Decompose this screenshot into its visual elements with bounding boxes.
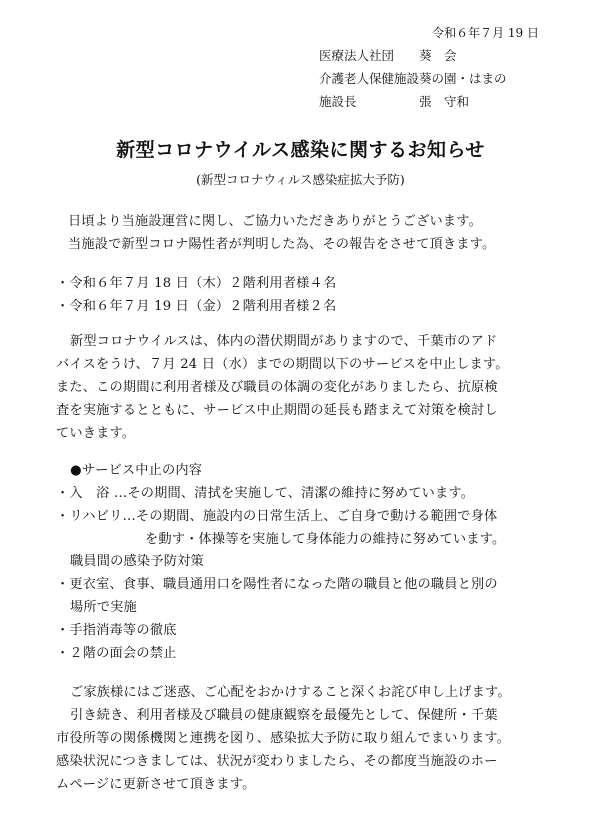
services-heading: ●サービス中止の内容	[70, 463, 203, 478]
greeting-line: 当施設で新型コロナ陽性者が判明した為、その報告をさせて頂きます。	[68, 237, 496, 252]
staff-item: ・２階の面会の禁止	[56, 646, 177, 661]
case-item: ・令和６年７月 18 日（木）２階利用者様４名	[56, 276, 337, 291]
closing-line: 引き続き、利用者様及び職員の健康観察を最優先として、保健所・千葉	[70, 708, 498, 723]
paragraph-line: バイスをうけ、７月 24 日（水）までの期間以下のサービスを中止します。	[56, 357, 509, 372]
document-date: 令和６年７月 19 日	[432, 26, 539, 40]
case-item: ・令和６年７月 19 日（金）２階利用者様２名	[56, 299, 337, 314]
closing-line: 感染状況につきましては、状況が変わりましたら、その都度当施設のホー	[56, 754, 498, 769]
service-item-bath: ・入 浴 …その期間、清拭を実施して、清潔の維持に努めています。	[56, 486, 475, 501]
staff-item: ・手指消毒等の徹底	[56, 623, 177, 638]
closing-line: ムページに更新させて頂きます。	[56, 777, 256, 792]
issuer-label: 施設長	[319, 94, 357, 109]
staff-item: ・更衣室、食事、職員通用口を陽性者になった階の職員と他の職員と別の	[56, 577, 498, 592]
issuer-label: 介護老人保健施設	[319, 71, 420, 86]
paragraph-line: ていきます。	[56, 426, 136, 441]
issuer-label: 医療法人社団	[319, 48, 395, 63]
page-title: 新型コロナウイルス感染に関するお知らせ	[116, 139, 485, 161]
service-item-rehab: ・リハビリ…その期間、施設内の日常生活上、ご自身で動ける範囲で身体	[56, 509, 498, 524]
paragraph-line: 新型コロナウイルスは、体内の潜伏期間がありますので、千葉市のアド	[70, 334, 498, 349]
closing-line: ご家族様にはご迷惑、ご心配をおかけすること深くお詫び申し上げます。	[70, 685, 511, 700]
paragraph-line: 査を実施するとともに、サービス中止期間の延長も踏まえて対策を検討し	[56, 403, 498, 418]
issuer-value: 葵 会	[419, 48, 457, 63]
issuer-line	[319, 46, 457, 64]
staff-heading: 職員間の感染予防対策	[70, 554, 204, 569]
issuer-line	[319, 69, 507, 87]
issuer-value: 張 守和	[419, 94, 470, 109]
service-item-rehab-cont: を動す・体操等を実施して身体能力の維持に努めています。	[145, 532, 506, 547]
closing-line: 市役所等の関係機関と連携を図り、感染拡大予防に取り組んでまいります。	[56, 731, 511, 746]
greeting-line: 日頃より当施設運営に関し、ご協力いただきありがとうございます。	[68, 214, 482, 229]
paragraph-line: また、この期間に利用者様及び職員の体調の変化がありましたら、抗原検	[56, 380, 498, 395]
page-subtitle: (新型コロナウィルス感染症拡大予防)	[196, 172, 405, 187]
staff-item-cont: 場所で実施	[70, 600, 137, 615]
issuer-value: 葵の園・はまの	[419, 71, 507, 86]
issuer-line	[319, 92, 469, 110]
